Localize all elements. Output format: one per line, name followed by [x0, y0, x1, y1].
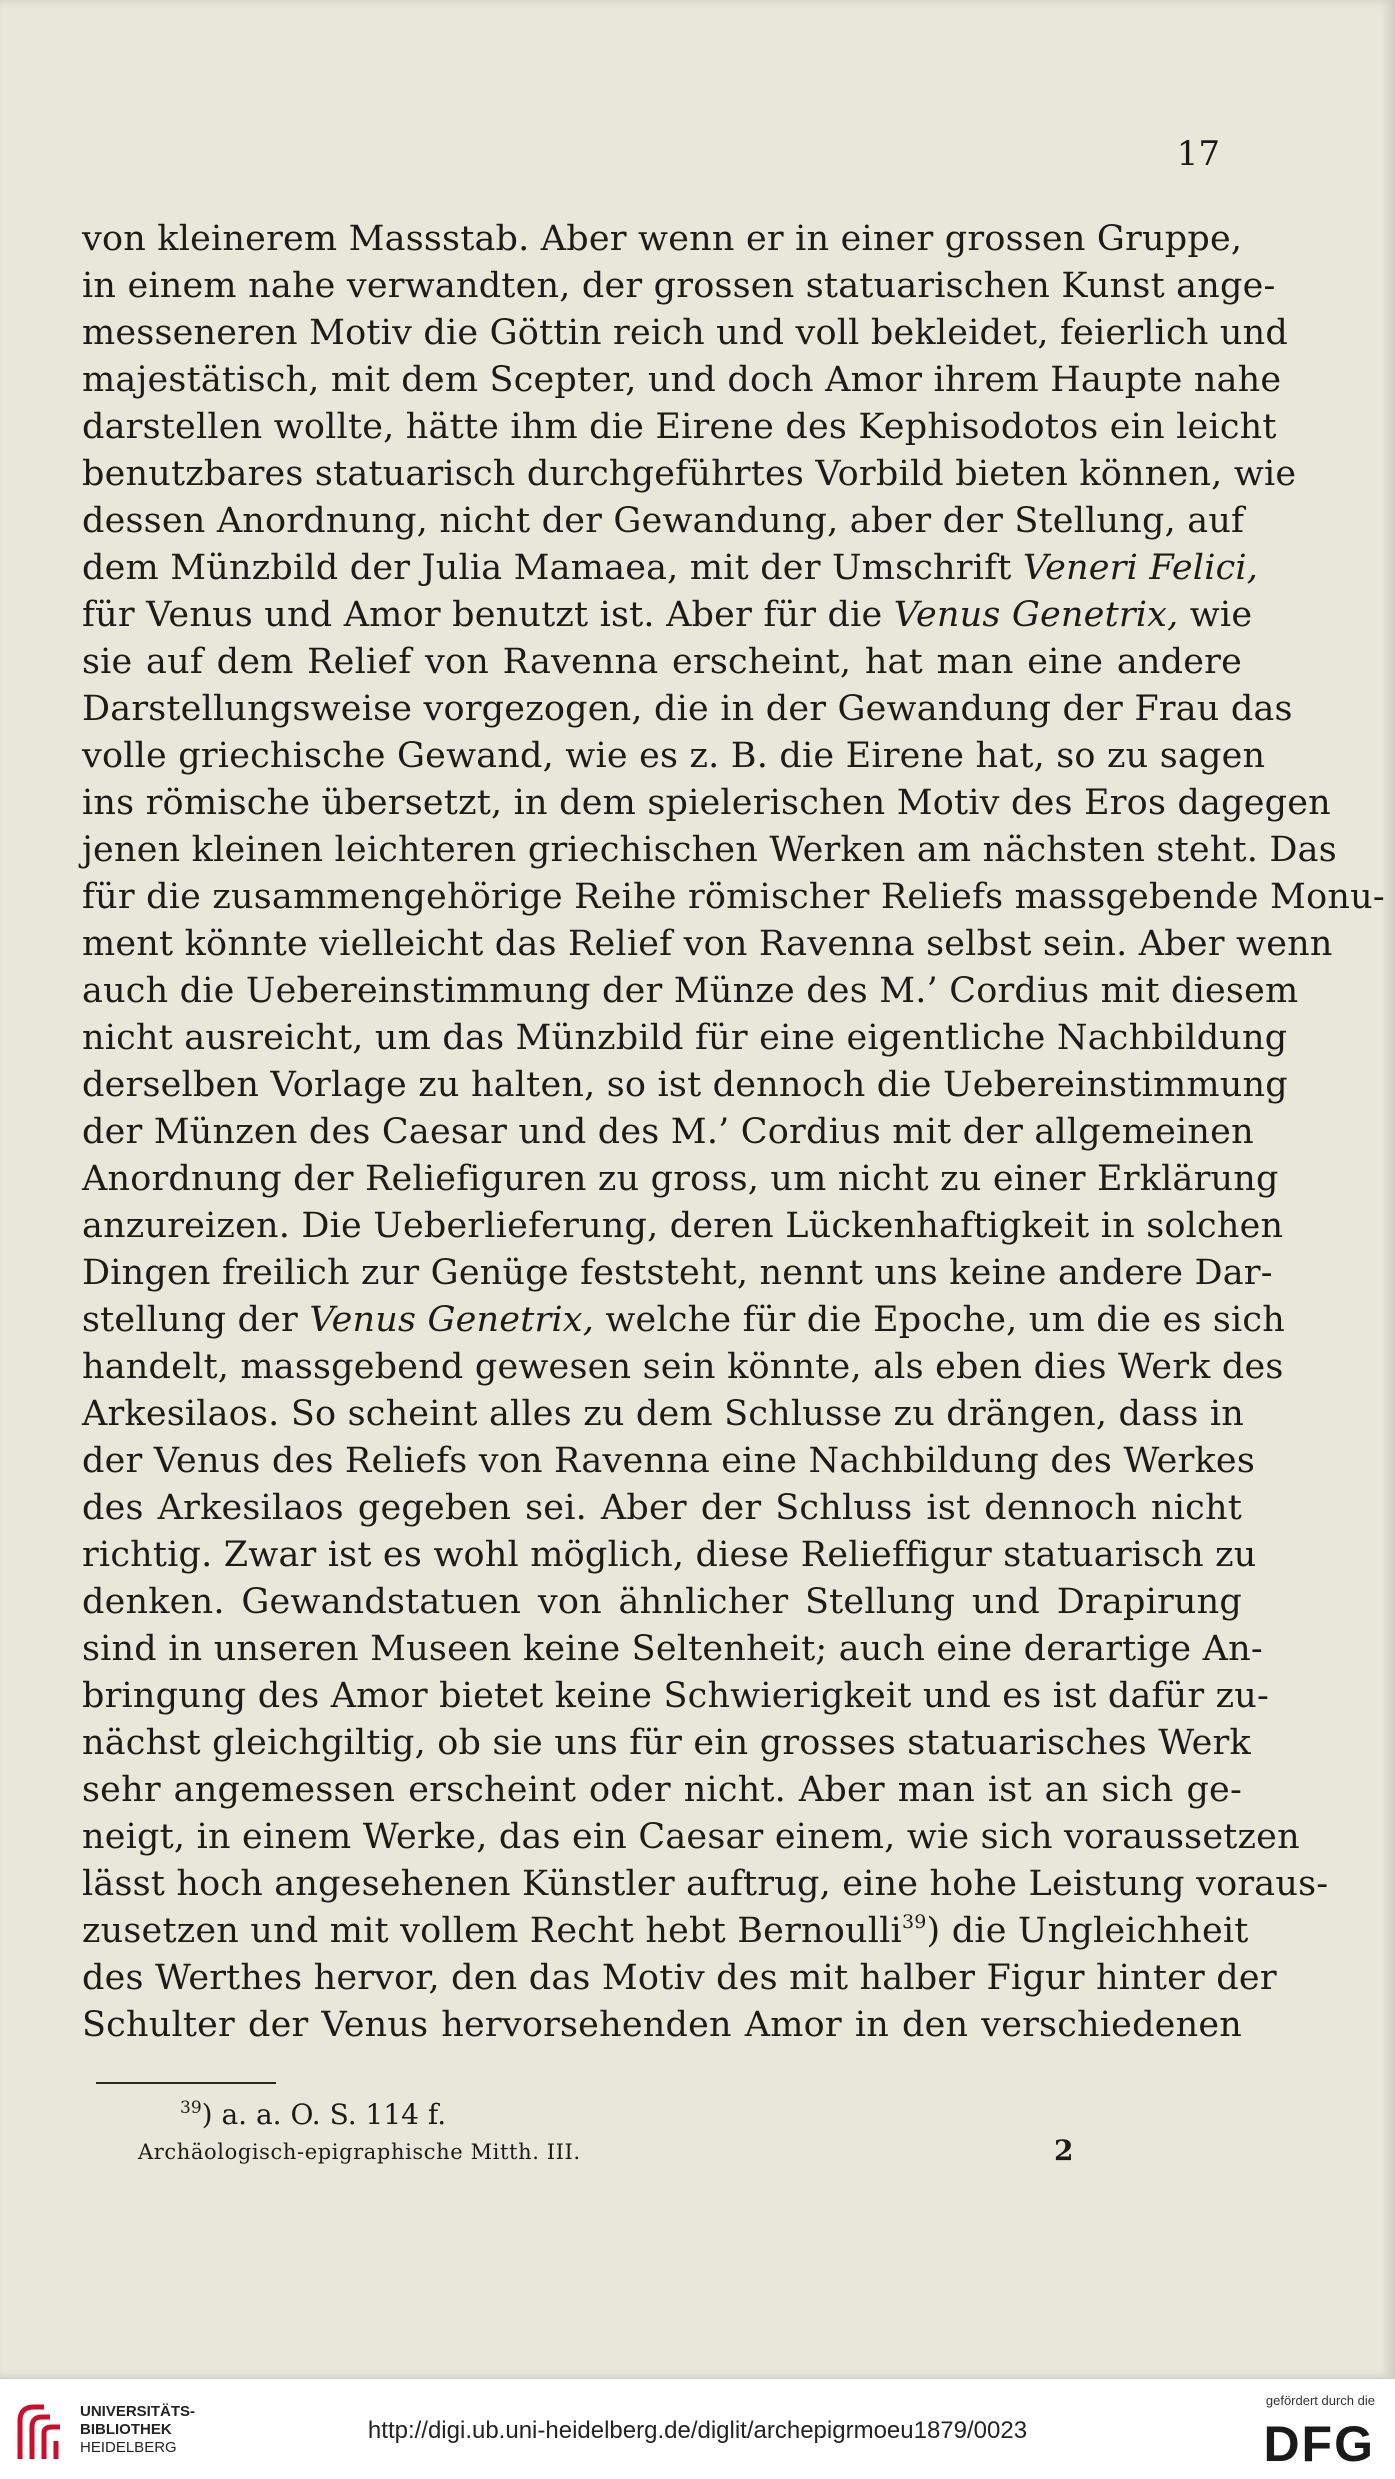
- text-segment: Arkesilaos. So scheint alles zu dem Schlusse zu drängen, dass in: [82, 1394, 1244, 1434]
- text-line: [82, 1344, 1284, 1391]
- text-line: [82, 498, 1245, 545]
- permalink-url[interactable]: http://digi.ub.uni-heidelberg.de/diglit/archepigrmoeu1879/0023: [367, 2417, 1028, 2444]
- body-text: [82, 216, 1385, 2049]
- text-segment: des Werthes hervor, den das Motiv des mit halber Figur hinter der: [82, 1958, 1277, 1998]
- text-line: [82, 216, 1242, 263]
- text-segment: Dingen freilich zur Genüge feststeht, nennt uns keine andere Dar-: [82, 1253, 1273, 1293]
- text-segment: von kleinerem Massstab. Aber wenn er in einer grossen Gruppe,: [82, 219, 1243, 259]
- text-line: [82, 592, 1253, 639]
- text-line: [82, 1955, 1277, 2002]
- text-segment: bringung des Amor bietet keine Schwierigkeit und es ist dafür zu-: [82, 1676, 1270, 1716]
- signature-line: Archäologisch-epigraphische Mitth. III.: [138, 2140, 581, 2164]
- text-line: [82, 357, 1282, 404]
- footnote-marker: 39: [180, 2098, 202, 2118]
- text-segment: denken. Gewandstatuen von ähnlicher Stellung und Drapirung: [82, 1582, 1242, 1622]
- text-line: [82, 1297, 1285, 1344]
- text-segment: richtig. Zwar ist es wohl möglich, diese Relieffigur statuarisch zu: [82, 1535, 1257, 1575]
- text-line: [82, 1673, 1270, 1720]
- text-segment: volle griechische Gewand, wie es z. B. die Eirene hat, so zu sagen: [82, 736, 1266, 776]
- text-segment: zusetzen und mit vollem Recht hebt Bernoulli: [82, 1911, 902, 1951]
- text-line: [82, 451, 1297, 498]
- text-segment: Anordnung der Reliefiguren zu gross, um nicht zu einer Erklärung: [82, 1159, 1279, 1199]
- text-line: [82, 968, 1299, 1015]
- text-segment: jenen kleinen leichteren griechischen Werken am nächsten steht. Das: [82, 830, 1337, 870]
- page-number: 17: [1176, 134, 1220, 174]
- text-line: [82, 1814, 1300, 1861]
- text-segment: für die zusammengehörige Reihe römischer Reliefs massgebende Monu-: [82, 877, 1385, 917]
- text-segment: wie: [1178, 595, 1253, 635]
- logo-line-1: UNIVERSITÄTS-: [80, 2403, 196, 2420]
- logo-line-3: HEIDELBERG: [80, 2439, 177, 2456]
- text-segment: lässt hoch angesehenen Künstler auftrug, eine hohe Leistung voraus-: [82, 1864, 1329, 1904]
- text-segment: auch die Uebereinstimmung der Münze des M.’ Cordius mit diesem: [82, 971, 1299, 1011]
- text-segment: dessen Anordnung, nicht der Gewandung, aber der Stellung, auf: [82, 501, 1245, 541]
- text-segment: Schulter der Venus hervorsehenden Amor in den verschiedenen: [82, 2005, 1242, 2045]
- italic-term: Veneri Felici,: [1022, 548, 1259, 588]
- text-segment: sie auf dem Relief von Ravenna erscheint, hat man eine andere: [82, 642, 1242, 682]
- viewer-footer: [0, 2378, 1395, 2479]
- text-line: [82, 545, 1259, 592]
- text-segment: welche für die Epoche, um die es sich: [594, 1300, 1285, 1340]
- text-segment: handelt, massgebend gewesen sein könnte, als eben dies Werk des: [82, 1347, 1284, 1387]
- signature-number: 2: [1054, 2134, 1074, 2167]
- text-line: [82, 263, 1276, 310]
- text-segment: ) die Ungleichheit: [926, 1911, 1249, 1951]
- text-line: [82, 1861, 1329, 1908]
- text-segment: der Münzen des Caesar und des M.’ Cordius mit der allgemeinen: [82, 1112, 1254, 1152]
- text-segment: messeneren Motiv die Göttin reich und voll bekleidet, feierlich und: [82, 313, 1289, 353]
- text-line: [82, 1532, 1257, 1579]
- text-segment: benutzbares statuarisch durchgeführtes Vorbild bieten können, wie: [82, 454, 1297, 494]
- text-segment: derselben Vorlage zu halten, so ist dennoch die Uebereinstimmung: [82, 1065, 1288, 1105]
- text-line: [82, 1109, 1254, 1156]
- text-line: [82, 1015, 1288, 1062]
- text-line: [82, 1626, 1263, 1673]
- text-segment: majestätisch, mit dem Scepter, und doch Amor ihrem Haupte nahe: [82, 360, 1282, 400]
- text-line: [82, 1438, 1256, 1485]
- text-segment: stellung der: [82, 1300, 310, 1340]
- text-line: [82, 310, 1289, 357]
- italic-term: Venus Genetrix,: [893, 595, 1179, 635]
- text-line: [82, 1062, 1288, 1109]
- text-line: [82, 921, 1333, 968]
- dfg-logo: DFG: [1263, 2416, 1375, 2472]
- text-segment: des Arkesilaos gegeben sei. Aber der Schluss ist dennoch nicht: [82, 1488, 1242, 1528]
- text-line: [82, 1767, 1242, 1814]
- text-segment: sehr angemessen erscheint oder nicht. Aber man ist an sich ge-: [82, 1770, 1242, 1810]
- text-segment: der Venus des Reliefs von Ravenna eine Nachbildung des Werkes: [82, 1441, 1256, 1481]
- footnote: [180, 2095, 446, 2135]
- text-line: [82, 2002, 1242, 2049]
- text-line: [82, 404, 1277, 451]
- text-line: [82, 733, 1266, 780]
- logo-line-2: BIBLIOTHEK: [80, 2421, 172, 2438]
- footnote-text: ) a. a. O. S. 114 f.: [201, 2098, 447, 2131]
- text-line: [82, 1391, 1242, 1438]
- italic-term: Venus Genetrix,: [309, 1300, 595, 1340]
- text-line: [82, 780, 1331, 827]
- text-segment: anzureizen. Die Ueberlieferung, deren Lückenhaftigkeit in solchen: [82, 1206, 1284, 1246]
- text-line: [82, 686, 1293, 733]
- text-line: [82, 1720, 1251, 1767]
- text-line: [82, 827, 1337, 874]
- footnote-ref: 39: [901, 1911, 927, 1933]
- text-segment: sind in unseren Museen keine Seltenheit; auch eine derartige An-: [82, 1629, 1263, 1669]
- text-line: [82, 1250, 1273, 1297]
- text-segment: neigt, in einem Werke, das ein Caesar einem, wie sich voraussetzen: [82, 1817, 1300, 1857]
- text-segment: ins römische übersetzt, in dem spielerischen Motiv des Eros dagegen: [82, 783, 1331, 823]
- text-line: [82, 874, 1385, 921]
- text-segment: für Venus und Amor benutzt ist. Aber für die: [82, 595, 894, 635]
- text-line: [82, 1908, 1249, 1955]
- text-segment: dem Münzbild der Julia Mamaea, mit der Umschrift: [82, 548, 1023, 588]
- text-segment: darstellen wollte, hätte ihm die Eirene des Kephisodotos ein leicht: [82, 407, 1277, 447]
- text-segment: in einem nahe verwandten, der grossen statuarischen Kunst ange-: [82, 266, 1276, 306]
- text-segment: nicht ausreicht, um das Münzbild für eine eigentliche Nachbildung: [82, 1018, 1288, 1058]
- text-segment: nächst gleichgiltig, ob sie uns für ein grosses statuarisches Werk: [82, 1723, 1251, 1763]
- text-segment: ment könnte vielleicht das Relief von Ravenna selbst sein. Aber wenn: [82, 924, 1333, 964]
- text-line: [82, 1485, 1242, 1532]
- text-line: [82, 1156, 1279, 1203]
- text-line: [82, 1579, 1242, 1626]
- dfg-caption: gefördert durch die: [1265, 2393, 1375, 2408]
- footnote-rule: [96, 2082, 276, 2084]
- text-line: [82, 639, 1242, 686]
- text-segment: Darstellungsweise vorgezogen, die in der Gewandung der Frau das: [82, 689, 1293, 729]
- text-line: [82, 1203, 1284, 1250]
